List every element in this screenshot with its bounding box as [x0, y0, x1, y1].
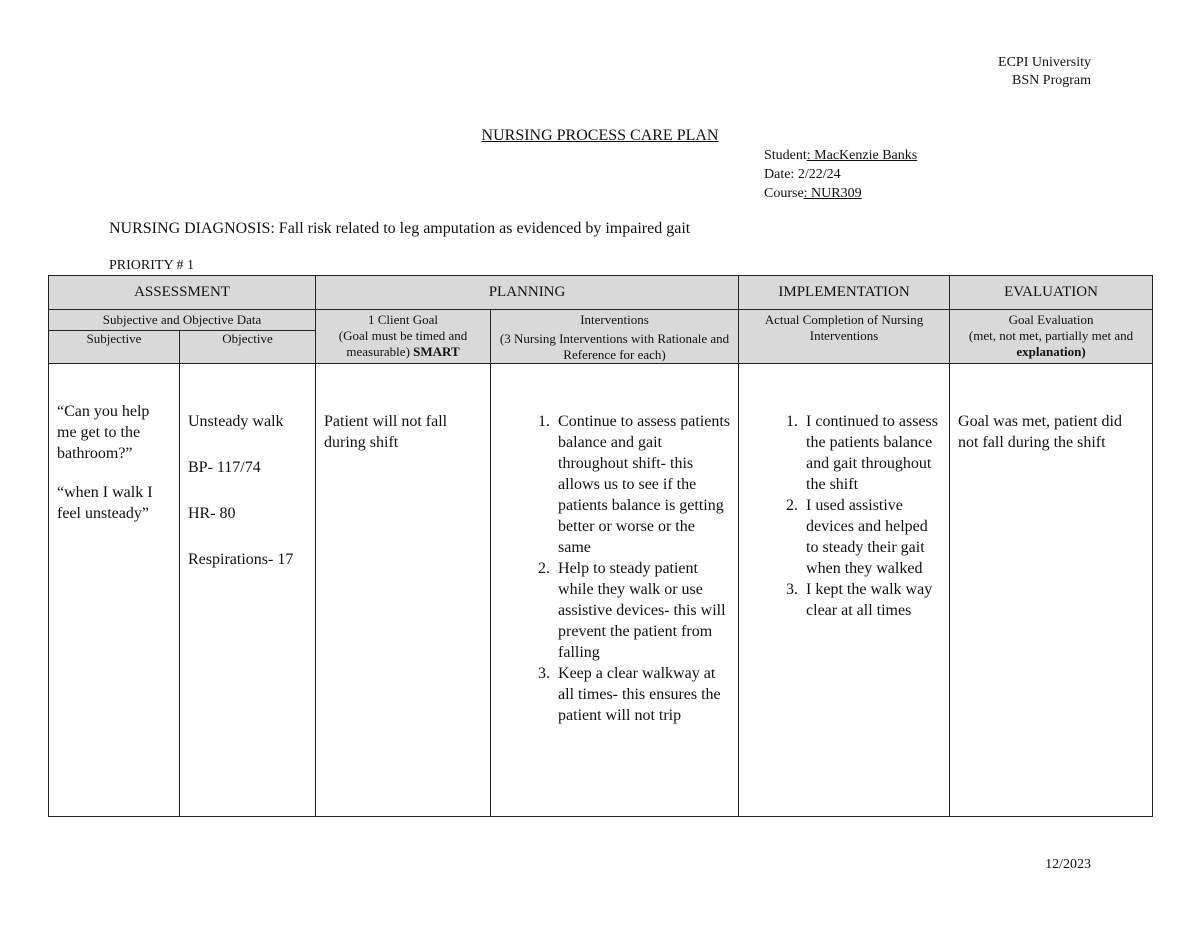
interventions-header	[491, 310, 739, 364]
objective-cell	[180, 364, 316, 817]
subjective-cell	[49, 364, 180, 817]
objective-item: Unsteady walk	[188, 413, 284, 430]
subjective-quote: “Can you help me get to the bathroom?”	[57, 403, 150, 462]
student-name: : MacKenzie Banks	[806, 148, 918, 163]
student-line	[764, 146, 917, 165]
implementation-list	[739, 411, 941, 621]
implementation-item: 1. I continued to assess the patients balance and gait throughout the shift	[802, 411, 941, 495]
objective-item: BP- 117/74	[188, 459, 261, 476]
care-plan-table	[48, 275, 1153, 817]
subjective-header: Subjective	[49, 330, 180, 363]
page-title: NURSING PROCESS CARE PLAN	[481, 127, 719, 144]
course-label: Course	[764, 186, 804, 201]
interventions-header-desc: (3 Nursing Interventions with Rationale and Reference for each)	[499, 331, 730, 362]
priority-label: PRIORITY # 1	[109, 258, 195, 273]
goal-header-desc-text: (Goal must be timed and measurable)	[338, 328, 468, 359]
evaluation-header-title: Goal Evaluation	[1008, 312, 1094, 327]
objective-header: Objective	[180, 330, 316, 363]
student-info	[764, 146, 917, 203]
evaluation-subheader	[950, 310, 1153, 364]
institution-header	[950, 54, 1091, 90]
institution-name: ECPI University	[998, 55, 1091, 70]
student-label: Student	[764, 148, 807, 163]
smart-label: SMART	[413, 344, 460, 359]
implementation-subheader: Actual Completion of Nursing Interventions	[739, 310, 950, 364]
course-code: : NUR309	[803, 186, 862, 201]
subj-obj-header: Subjective and Objective Data	[49, 310, 316, 331]
intervention-item: 1. Continue to assess patients balance and gait throughout shift- this allows us to see if the patients balance is getting better or worse or the same	[554, 411, 730, 558]
assessment-header: ASSESSMENT	[49, 276, 316, 310]
evaluation-header-desc	[950, 328, 1152, 360]
implementation-header: IMPLEMENTATION	[739, 276, 950, 310]
evaluation-cell: Goal was met, patient did not fall during the shift	[950, 364, 1153, 817]
goal-header-desc	[316, 328, 490, 360]
evaluation-header-desc-text: (met, not met, partially met and	[968, 328, 1134, 343]
intervention-item: 2. Help to steady patient while they walk or use assistive devices- this will prevent the patient from falling	[554, 558, 730, 663]
date-line: Date: 2/22/24	[764, 167, 841, 182]
implementation-cell	[739, 364, 950, 817]
explanation-label: explanation)	[1016, 344, 1086, 359]
footer-date: 12/2023	[1045, 857, 1091, 872]
nursing-diagnosis: NURSING DIAGNOSIS: Fall risk related to leg amputation as evidenced by impaired gait	[109, 220, 691, 237]
course-line	[764, 184, 917, 203]
goal-header	[316, 310, 491, 364]
interventions-header-title: Interventions	[580, 312, 649, 327]
interventions-cell	[491, 364, 739, 817]
planning-header: PLANNING	[316, 276, 739, 310]
interventions-list	[491, 411, 730, 726]
goal-header-title: 1 Client Goal	[367, 312, 439, 327]
objective-item: HR- 80	[188, 505, 236, 522]
subjective-quote: “when I walk I feel unsteady”	[57, 484, 153, 522]
objective-item: Respirations- 17	[188, 551, 294, 568]
implementation-item: 2. I used assistive devices and helped to steady their gait when they walked	[802, 495, 941, 579]
program-name: BSN Program	[1012, 73, 1091, 88]
goal-cell: Patient will not fall during shift	[316, 364, 491, 817]
evaluation-header: EVALUATION	[950, 276, 1153, 310]
intervention-item: 3. Keep a clear walkway at all times- this ensures the patient will not trip	[554, 663, 730, 726]
implementation-item: 3. I kept the walk way clear at all times	[802, 579, 941, 621]
